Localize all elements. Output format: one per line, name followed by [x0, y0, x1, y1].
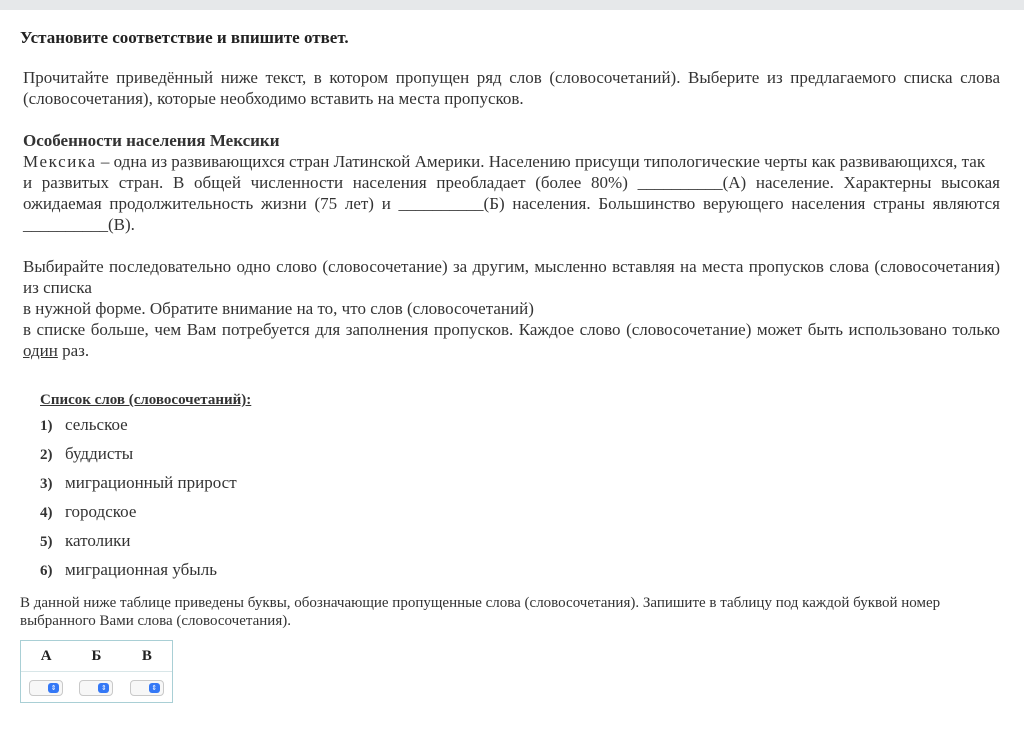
answer-header-b: Б: [91, 647, 102, 664]
word-list-item: [40, 531, 251, 560]
instruction-line-3-after: раз.: [57, 341, 90, 360]
word-number: 2): [40, 447, 53, 463]
answer-header-a: А: [40, 647, 52, 664]
word-text: католики: [65, 531, 131, 550]
word-text: миграционный прирост: [65, 473, 237, 492]
word-number: 5): [40, 534, 53, 550]
instruction-underlined-word: один: [23, 341, 58, 360]
answer-table: [20, 640, 173, 703]
select-arrows-icon: ⇕: [98, 683, 109, 693]
answer-table-input-row: [21, 671, 172, 703]
select-arrows-icon: ⇕: [149, 683, 160, 693]
word-list-title: Список слов (словосочетаний):: [40, 392, 252, 408]
instruction-line-2: в нужной форме. Обратите внимание на то, что слов (словосочетаний): [23, 299, 534, 318]
answer-cell-a: [21, 680, 71, 696]
word-list: [40, 392, 251, 589]
answer-select-v[interactable]: [130, 680, 164, 696]
word-text: буддисты: [65, 444, 134, 463]
answer-header-v: В: [141, 647, 152, 664]
instruction-line-3: [23, 319, 1000, 361]
instruction-line-3-before: в списке больше, чем Вам потребуется для заполнения пропусков. Каждое слово (словосочетание) может быть использовано только: [23, 320, 1000, 339]
answer-table-header-row: [21, 641, 172, 671]
answer-cell-b: [71, 680, 121, 696]
task-heading: Установите соответствие и впишите ответ.: [20, 28, 349, 47]
word-list-item: [40, 560, 251, 589]
word-list-item: [40, 444, 251, 473]
task-content: [23, 67, 1000, 361]
select-arrows-icon: ⇕: [48, 683, 59, 693]
top-bar: [0, 0, 1024, 10]
text-paragraph-2: и развитых стран. В общей численности населения преобладает (более 80%) __________(А) население. Характерны высокая ожидаемая продолжительность жизни (75 лет) и __________(Б) населения. Большинство верующего населения страны являются __________(В).: [23, 173, 1000, 234]
word-list-item: [40, 473, 251, 502]
text-first-word: Мексика: [23, 152, 97, 171]
answer-select-b[interactable]: [79, 680, 113, 696]
word-number: 1): [40, 418, 53, 434]
answer-select-a[interactable]: [29, 680, 63, 696]
answer-cell-v: [122, 680, 172, 696]
text-paragraph-1: [23, 151, 1000, 172]
instruction-line-1: Выбирайте последовательно одно слово (словосочетание) за другим, мысленно вставляя на места пропусков слова (словосочетания) из списка: [23, 257, 1000, 297]
table-instruction: В данной ниже таблице приведены буквы, обозначающие пропущенные слова (словосочетания). Запишите в таблицу под каждой буквой номер выбранного Вами слова (словосочетания).: [20, 595, 941, 629]
word-text: сельское: [65, 415, 128, 434]
text-first-line-rest: – одна из развивающихся стран Латинской Америки. Населению присущи типологические черты как развивающихся, так: [96, 152, 986, 171]
text-title: Особенности населения Мексики: [23, 131, 280, 150]
word-list-item: [40, 502, 251, 531]
intro-paragraph: Прочитайте приведённый ниже текст, в котором пропущен ряд слов (словосочетаний). Выберите из предлагаемого списка слова (словосочетания), которые необходимо вставить на места пропусков.: [23, 68, 1000, 108]
word-number: 4): [40, 505, 53, 521]
word-text: миграционная убыль: [65, 560, 217, 579]
word-number: 3): [40, 476, 53, 492]
word-text: городское: [65, 502, 137, 521]
word-number: 6): [40, 563, 53, 579]
word-list-item: [40, 415, 251, 444]
